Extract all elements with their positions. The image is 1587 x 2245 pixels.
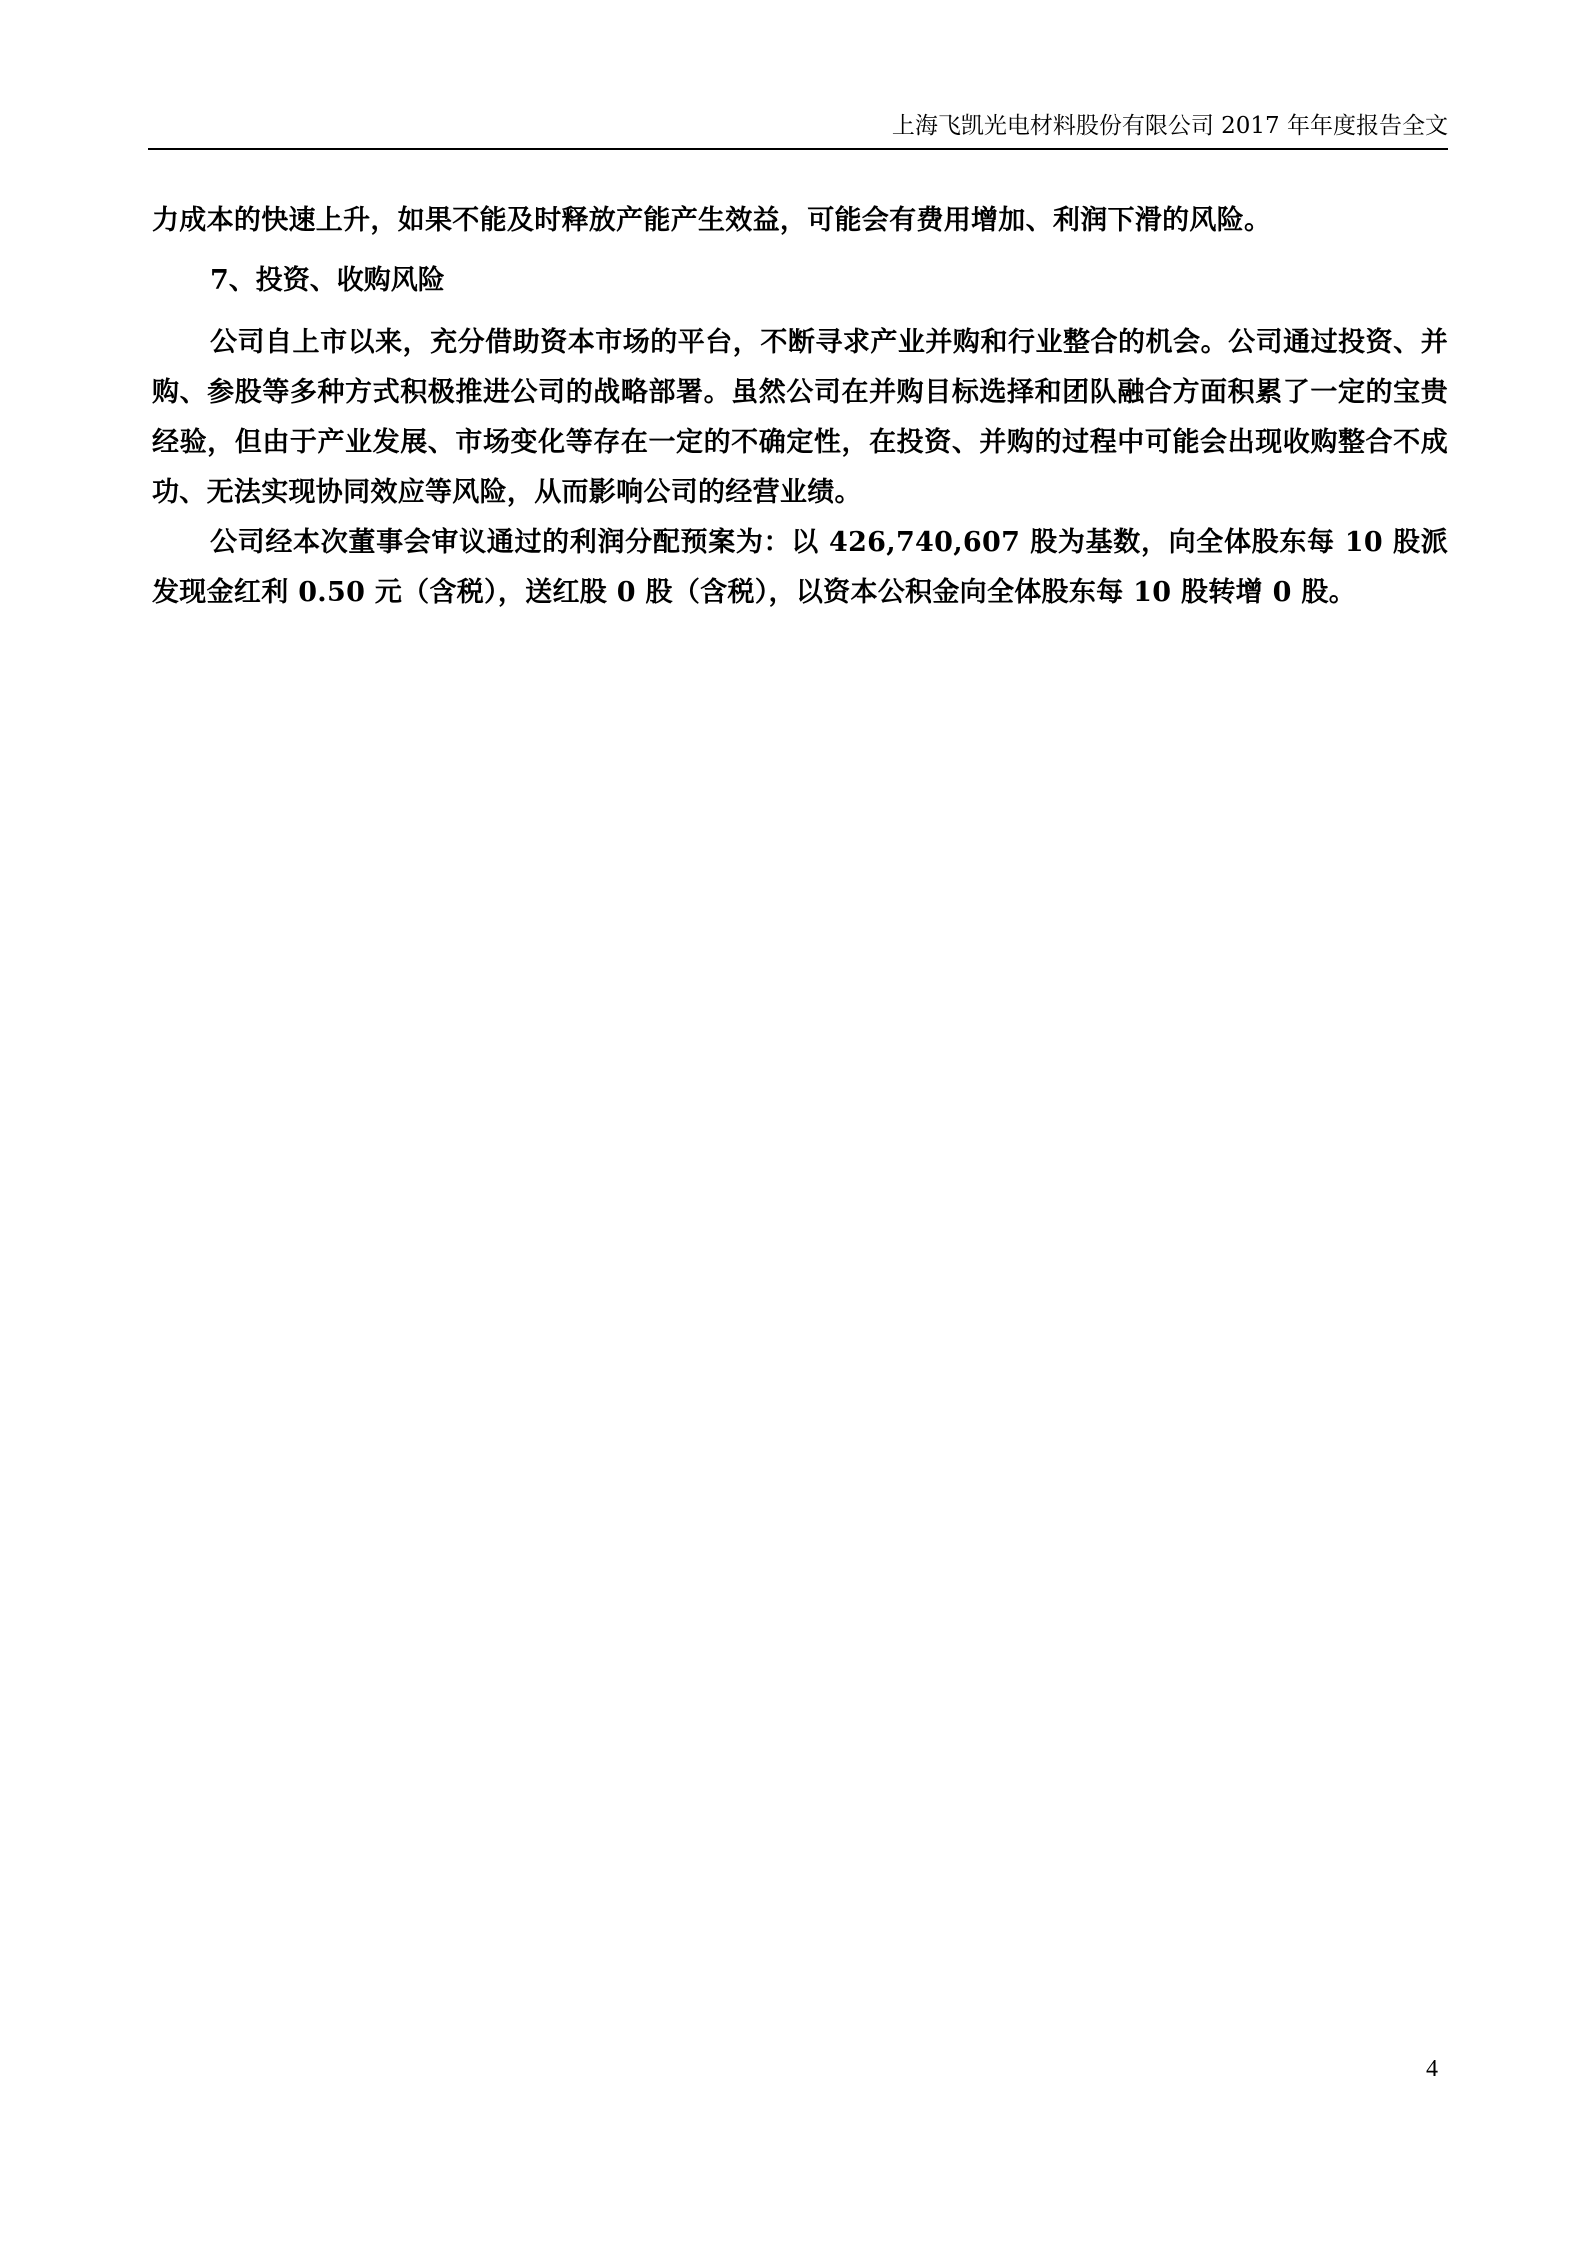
paragraph-profit-distribution: 公司经本次董事会审议通过的利润分配预案为：以 426,740,607 股为基数，向全体股东每 10 股派发现金红利 0.50 元（含税），送红股 0 股（含税），以资本公积金向全体股东每 10 股转增 0 股。 — [152, 527, 1448, 608]
page-header — [148, 106, 1448, 150]
header-title: 上海飞凯光电材料股份有限公司 2017 年年度报告全文 — [891, 113, 1448, 139]
document-body — [152, 196, 1448, 618]
paragraph-investment-risk: 公司自上市以来，充分借助资本市场的平台，不断寻求产业并购和行业整合的机会。公司通过投资、并购、参股等多种方式积极推进公司的战略部署。虽然公司在并购目标选择和团队融合方面积累了一定的宝贵经验，但由于产业发展、市场变化等存在一定的不确定性，在投资、并购的过程中可能会出现收购整合不成功、无法实现协同效应等风险，从而影响公司的经营业绩。 — [152, 327, 1448, 508]
section-heading: 7、投资、收购风险 — [210, 265, 445, 296]
paragraph-continuation: 力成本的快速上升，如果不能及时释放产能产生效益，可能会有费用增加、利润下滑的风险。 — [152, 205, 1272, 236]
page-number: 4 — [1426, 2056, 1438, 2082]
